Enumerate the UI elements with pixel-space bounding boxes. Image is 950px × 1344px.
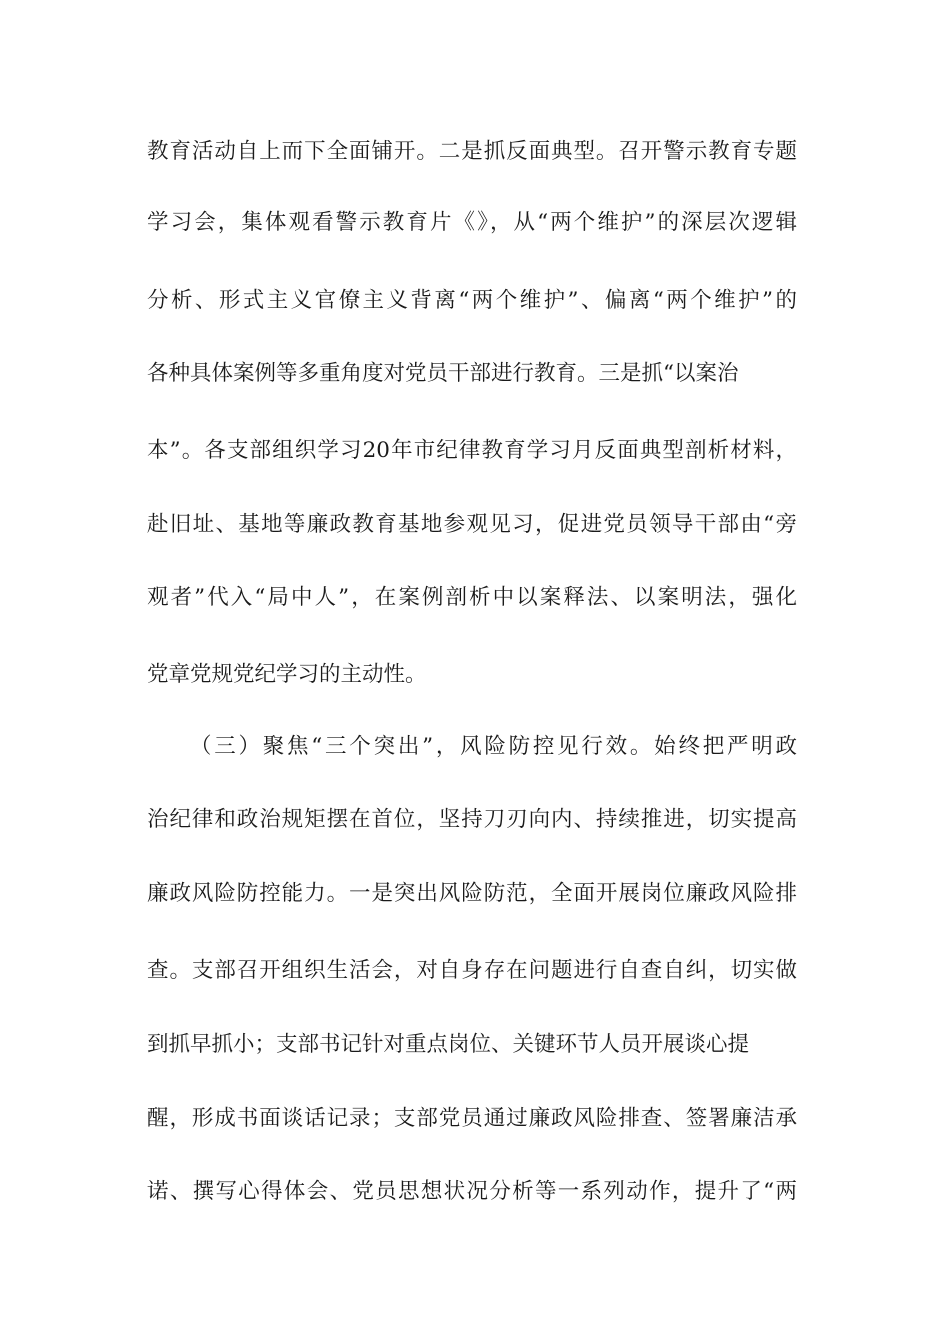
text-line: 醒，形成书面谈话记录；支部党员通过廉政风险排查、签署廉洁承 <box>147 1106 797 1131</box>
text-line: 查。支部召开组织生活会，对自身存在问题进行自查自纠，切实做 <box>147 958 797 983</box>
text-line: 教育活动自上而下全面铺开。二是抓反面典型。召开警示教育专题 <box>147 139 797 164</box>
text-line: 治纪律和政治规矩摆在首位，坚持刀刃向内、持续推进，切实提高 <box>147 807 797 832</box>
text-line: 分析、形式主义官僚主义背离“两个维护”、偏离“两个维护”的 <box>147 288 797 313</box>
paragraph-last-line: 党章党规党纪学习的主动性。 <box>147 662 427 687</box>
text-line: 学习会，集体观看警示教育片《》，从“两个维护”的深层次逻辑 <box>147 210 797 235</box>
text-line: 赴旧址、基地等廉政教育基地参观见习，促进党员领导干部由“旁 <box>147 512 797 537</box>
text-line: 观者”代入“局中人”，在案例剖析中以案释法、以案明法，强化 <box>147 585 797 610</box>
text-line: 廉政风险防控能力。一是突出风险防范，全面开展岗位廉政风险排 <box>147 881 797 906</box>
section-heading-line: （三）聚焦“三个突出”，风险防控见行效。始终把严明政 <box>190 734 797 759</box>
text-line: 诺、撰写心得体会、党员思想状况分析等一系列动作，提升了“两 <box>147 1179 797 1204</box>
text-line: 本”。各支部组织学习20年市纪律教育学习月反面典型剖析材料， <box>147 438 797 463</box>
text-line: 各种具体案例等多重角度对党员干部进行教育。三是抓“以案治 <box>147 361 739 386</box>
text-line: 到抓早抓小；支部书记针对重点岗位、关键环节人员开展谈心提 <box>147 1032 750 1057</box>
